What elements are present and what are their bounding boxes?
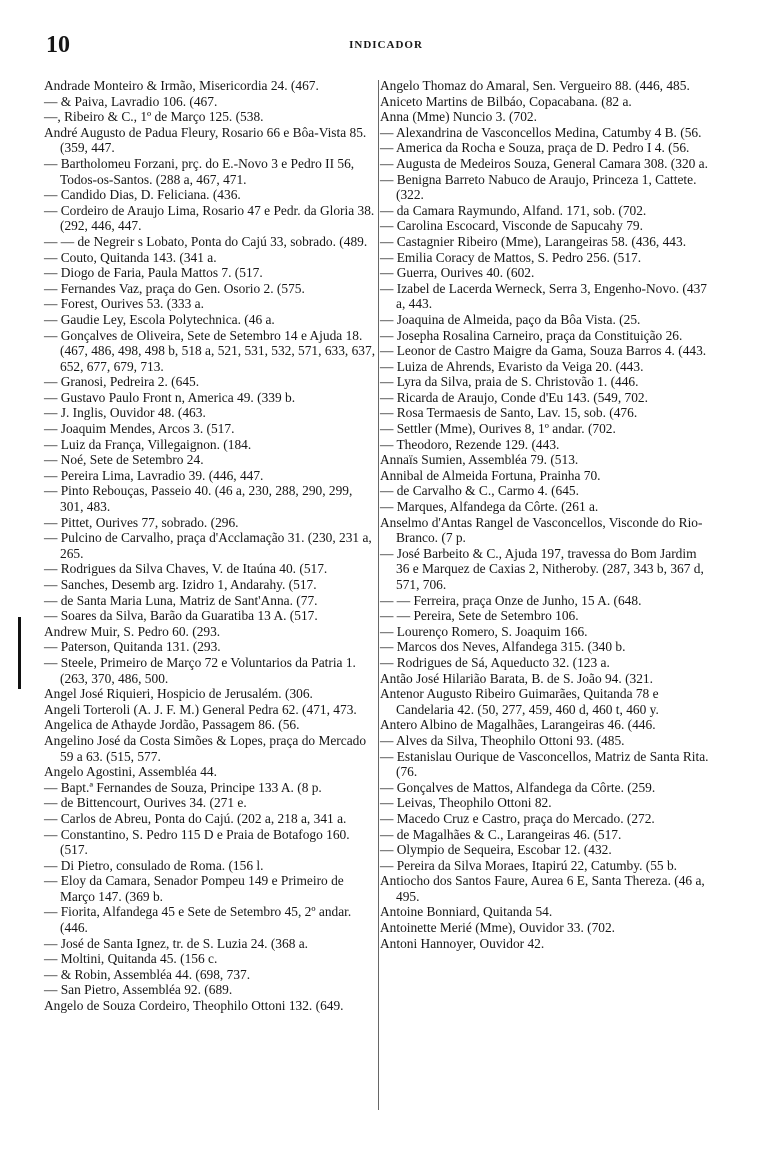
directory-entry: — Emilia Coracy de Mattos, S. Pedro 256. (517. [380,249,642,265]
directory-entry: — Lourenço Romero, S. Joaquim 166. [380,623,588,639]
directory-entry: Angel José Riquieri, Hospicio de Jerusalém. (306. [44,686,313,702]
directory-entry: Aniceto Martins de Bilbáo, Copacabana. (82 a. [380,93,632,109]
directory-entry: — Settler (Mme), Ourives 8, 1º andar. (702. [380,421,616,437]
directory-entry: — Granosi, Pedreira 2. (645. [44,374,200,390]
directory-entry: Antenor Augusto Ribeiro Guimarães, Quitanda 78 e Candelaria 42. (50, 277, 459, 460 d, 460 t, 460 y. [380,686,662,717]
directory-entry: — Pereira Lima, Lavradio 39. (446, 447. [44,467,264,483]
directory-entry: Angelino José da Costa Simões & Lopes, praça do Mercado 59 a 63. (515, 577. [44,732,370,764]
directory-entry: — Gustavo Paulo Front n, America 49. (339 b. [44,389,296,405]
directory-entry: — Pinto Rebouças, Passeio 40. (46 a, 230, 288, 290, 299, 301, 483. [44,483,356,515]
directory-entry: — Theodoro, Rezende 129. (443. [380,436,560,452]
directory-entry: Angeli Torteroli (A. J. F. M.) General Pedra 62. (471, 473. [44,701,357,717]
directory-entry: — Cordeiro de Araujo Lima, Rosario 47 e Pedr. da Gloria 38. (292, 446, 447. [44,202,378,234]
directory-entry: — Soares da Silva, Barão da Guaratiba 13 A. (517. [44,608,318,624]
directory-entry: — Rodrigues da Silva Chaves, V. de Itaúna 40. (517. [44,561,328,577]
directory-entry: Antero Albino de Magalhães, Larangeiras 46. (446. [380,717,656,733]
directory-entry: — Fernandes Vaz, praça do Gen. Osorio 2. (575. [44,280,305,296]
directory-entry: — Alves da Silva, Theophilo Ottoni 93. (485. [380,732,625,748]
directory-entry: — da Camara Raymundo, Alfand. 171, sob. (702. [380,202,647,218]
directory-entry: — Constantino, S. Pedro 115 D e Praia de Botafogo 160. (517. [44,826,353,858]
directory-entry: — Castagnier Ribeiro (Mme), Larangeiras 58. (436, 443. [380,233,687,249]
directory-entry: — & Robin, Assembléa 44. (698, 737. [44,966,251,982]
directory-entry: — Steele, Primeiro de Março 72 e Voluntarios da Patria 1. (263, 370, 486, 500. [44,654,360,686]
directory-entry: — Moltini, Quitanda 45. (156 c. [44,951,218,967]
directory-entry: — San Pietro, Assembléa 92. (689. [44,982,233,998]
directory-entry: — Carolina Escocard, Visconde de Sapucahy 79. [380,218,643,234]
directory-entry: —, Ribeiro & C., 1º de Março 125. (538. [44,109,264,125]
directory-entry: — — de Negreir s Lobato, Ponta do Cajú 33, sobrado. (489. [44,233,368,249]
directory-entry: — Leonor de Castro Maigre da Gama, Souza Barros 4. (443. [380,343,707,359]
directory-entry: Andrew Muir, S. Pedro 60. (293. [44,623,221,639]
directory-entry: — Pittet, Ourives 77, sobrado. (296. [44,514,239,530]
directory-entry: — Josepha Rosalina Carneiro, praça da Constituição 26. [380,327,683,343]
directory-entry: — Rosa Termaesis de Santo, Lav. 15, sob. (476. [380,405,638,421]
directory-entry: Annaïs Sumien, Assembléa 79. (513. [380,452,579,468]
directory-entry: — Noé, Sete de Setembro 24. [44,452,204,468]
directory-entry: — Olympio de Sequeira, Escobar 12. (432. [380,842,612,858]
directory-entry: — J. Inglis, Ouvidor 48. (463. [44,405,206,421]
directory-entry: — Gonçalves de Mattos, Alfandega da Côrte. (259. [380,779,656,795]
directory-entry: — Luiz da França, Villegaignon. (184. [44,436,252,452]
directory-entry: — Rodrigues de Sá, Aqueducto 32. (123 a. [380,654,610,670]
directory-entry: — Guerra, Ourives 40. (602. [380,265,535,281]
directory-entry: — Joaquina de Almeida, paço da Bôa Vista. (25. [380,311,641,327]
page-header [36,32,736,56]
directory-entry: Angelo Agostini, Assembléa 44. [44,764,217,780]
directory-entry: — José de Santa Ignez, tr. de S. Luzia 24. (368 a. [44,935,309,951]
directory-entry: — Marques, Alfandega da Côrte. (261 a. [380,499,599,515]
directory-entry: Antoinette Merié (Mme), Ouvidor 33. (702. [380,920,616,936]
margin-ink-mark [18,617,21,689]
directory-entry: Andrade Monteiro & Irmão, Misericordia 24. (467. [44,78,319,93]
directory-entry: — Diogo de Faria, Paula Mattos 7. (517. [44,265,263,281]
directory-entry: Antão José Hilarião Barata, B. de S. João 94. (321. [380,670,653,686]
directory-entry: — Ricarda de Araujo, Conde d'Eu 143. (549, 702. [380,389,648,405]
directory-entry: — Bapt.ª Fernandes de Souza, Principe 133 A. (8 p. [44,779,322,795]
directory-entry: André Augusto de Padua Fleury, Rosario 66 e Bôa-Vista 85. (359, 447. [44,124,370,156]
directory-entry: Angelica de Athayde Jordão, Passagem 86. (56. [44,717,300,733]
page-number: 10 [46,32,70,58]
directory-entry: — — Ferreira, praça Onze de Junho, 15 A. (648. [380,592,642,608]
directory-entry: — de Magalhães & C., Larangeiras 46. (517. [380,826,622,842]
directory-entry: — Gaudie Ley, Escola Polytechnica. (46 a. [44,311,275,327]
directory-entry: — Marcos dos Neves, Alfandega 315. (340 b. [380,639,626,655]
directory-entry: Antoine Bonniard, Quitanda 54. [380,904,553,920]
directory-entry: — Gonçalves de Oliveira, Sete de Setembro 14 e Ajuda 18. (467, 486, 498, 498 b, 518 a, 521, 531, 532, 571, 633, 637, 652, 677, 679, 713. [44,327,379,374]
directory-entry: — Leivas, Theophilo Ottoni 82. [380,795,552,811]
running-head: INDICADOR [349,39,423,51]
directory-entry: — Macedo Cruz e Castro, praça do Mercado. (272. [380,810,655,826]
directory-entry: — Carlos de Abreu, Ponta do Cajú. (202 a, 218 a, 341 a. [44,810,347,826]
directory-entry: Anna (Mme) Nuncio 3. (702. [380,109,537,125]
directory-entry: — Pulcino de Carvalho, praça d'Acclamação 31. (230, 231 a, 265. [44,530,376,561]
directory-entry: — José Barbeito & C., Ajuda 197, travessa do Bom Jardim 36 e Marquez de Caxias 2, Nitheroby. (287, 343 b, 367 d, 571, 706. [380,545,708,592]
directory-entry: — Candido Dias, D. Feliciana. (436. [44,187,241,203]
directory-entry: — Forest, Ourives 53. (333 a. [44,296,204,312]
directory-entry: — Sanches, Desemb arg. Izidro 1, Andarahy. (517. [44,577,317,592]
directory-entry: — Alexandrina de Vasconcellos Medina, Catumby 4 B. (56. [380,124,702,140]
directory-entry: Angelo Thomaz do Amaral, Sen. Vergueiro 88. (446, 485. [380,78,690,93]
directory-entry: Antoni Hannoyer, Ouvidor 42. [380,935,545,951]
directory-entry: — Joaquim Mendes, Arcos 3. (517. [44,421,235,437]
directory-entry: — Luiza de Ahrends, Evaristo da Veiga 20. (443. [380,358,644,374]
directory-entry: — Fiorita, Alfandega 45 e Sete de Setembro 45, 2º andar. (446. [44,904,355,936]
directory-entry: — de Bittencourt, Ourives 34. (271 e. [44,795,247,811]
directory-entry: — de Santa Maria Luna, Matriz de Sant'Anna. (77. [44,592,318,608]
directory-entry: Annibal de Almeida Fortuna, Prainha 70. [380,467,601,483]
directory-entry: Angelo de Souza Cordeiro, Theophilo Ottoni 132. (649. [44,998,344,1014]
left-column [44,78,379,1014]
directory-entry: — Pereira da Silva Moraes, Itapirú 22, Catumby. (55 b. [380,857,678,873]
directory-entry: — & Paiva, Lavradio 106. (467. [44,93,218,109]
directory-entry: — Estanislau Ourique de Vasconcellos, Matriz de Santa Rita. (76. [380,748,712,780]
directory-entry: Anselmo d'Antas Rangel de Vasconcellos, Visconde do Rio-Branco. (7 p. [380,514,703,546]
directory-entry: — America da Rocha e Souza, praça de D. Pedro I 4. (56. [380,140,690,156]
directory-entry: — Paterson, Quitanda 131. (293. [44,639,221,655]
directory-entry: — Lyra da Silva, praia de S. Christovão 1. (446. [380,374,639,390]
directory-entry: — Augusta de Medeiros Souza, General Camara 308. (320 a. [380,155,708,171]
column-divider [378,80,379,1110]
directory-entry: — Di Pietro, consulado de Roma. (156 l. [44,857,264,873]
directory-entry: — Benigna Barreto Nabuco de Araujo, Princeza 1, Cattete. (322. [380,171,700,203]
directory-entry: — Bartholomeu Forzani, prç. do E.-Novo 3 e Pedro II 56, Todos-os-Santos. (288 a, 467, 471. [44,155,358,187]
directory-entry: — Eloy da Camara, Senador Pompeu 149 e Primeiro de Março 147. (369 b. [44,873,348,904]
directory-entry: — — Pereira, Sete de Setembro 106. [380,608,579,624]
directory-entry: — Couto, Quitanda 143. (341 a. [44,249,217,265]
directory-entry: Antiocho dos Santos Faure, Aurea 6 E, Santa Thereza. (46 a, 495. [380,873,709,904]
directory-entry: — Izabel de Lacerda Werneck, Serra 3, Engenho-Novo. (437 a, 443. [380,280,711,312]
right-column [380,78,712,951]
directory-entry: — de Carvalho & C., Carmo 4. (645. [380,483,579,499]
